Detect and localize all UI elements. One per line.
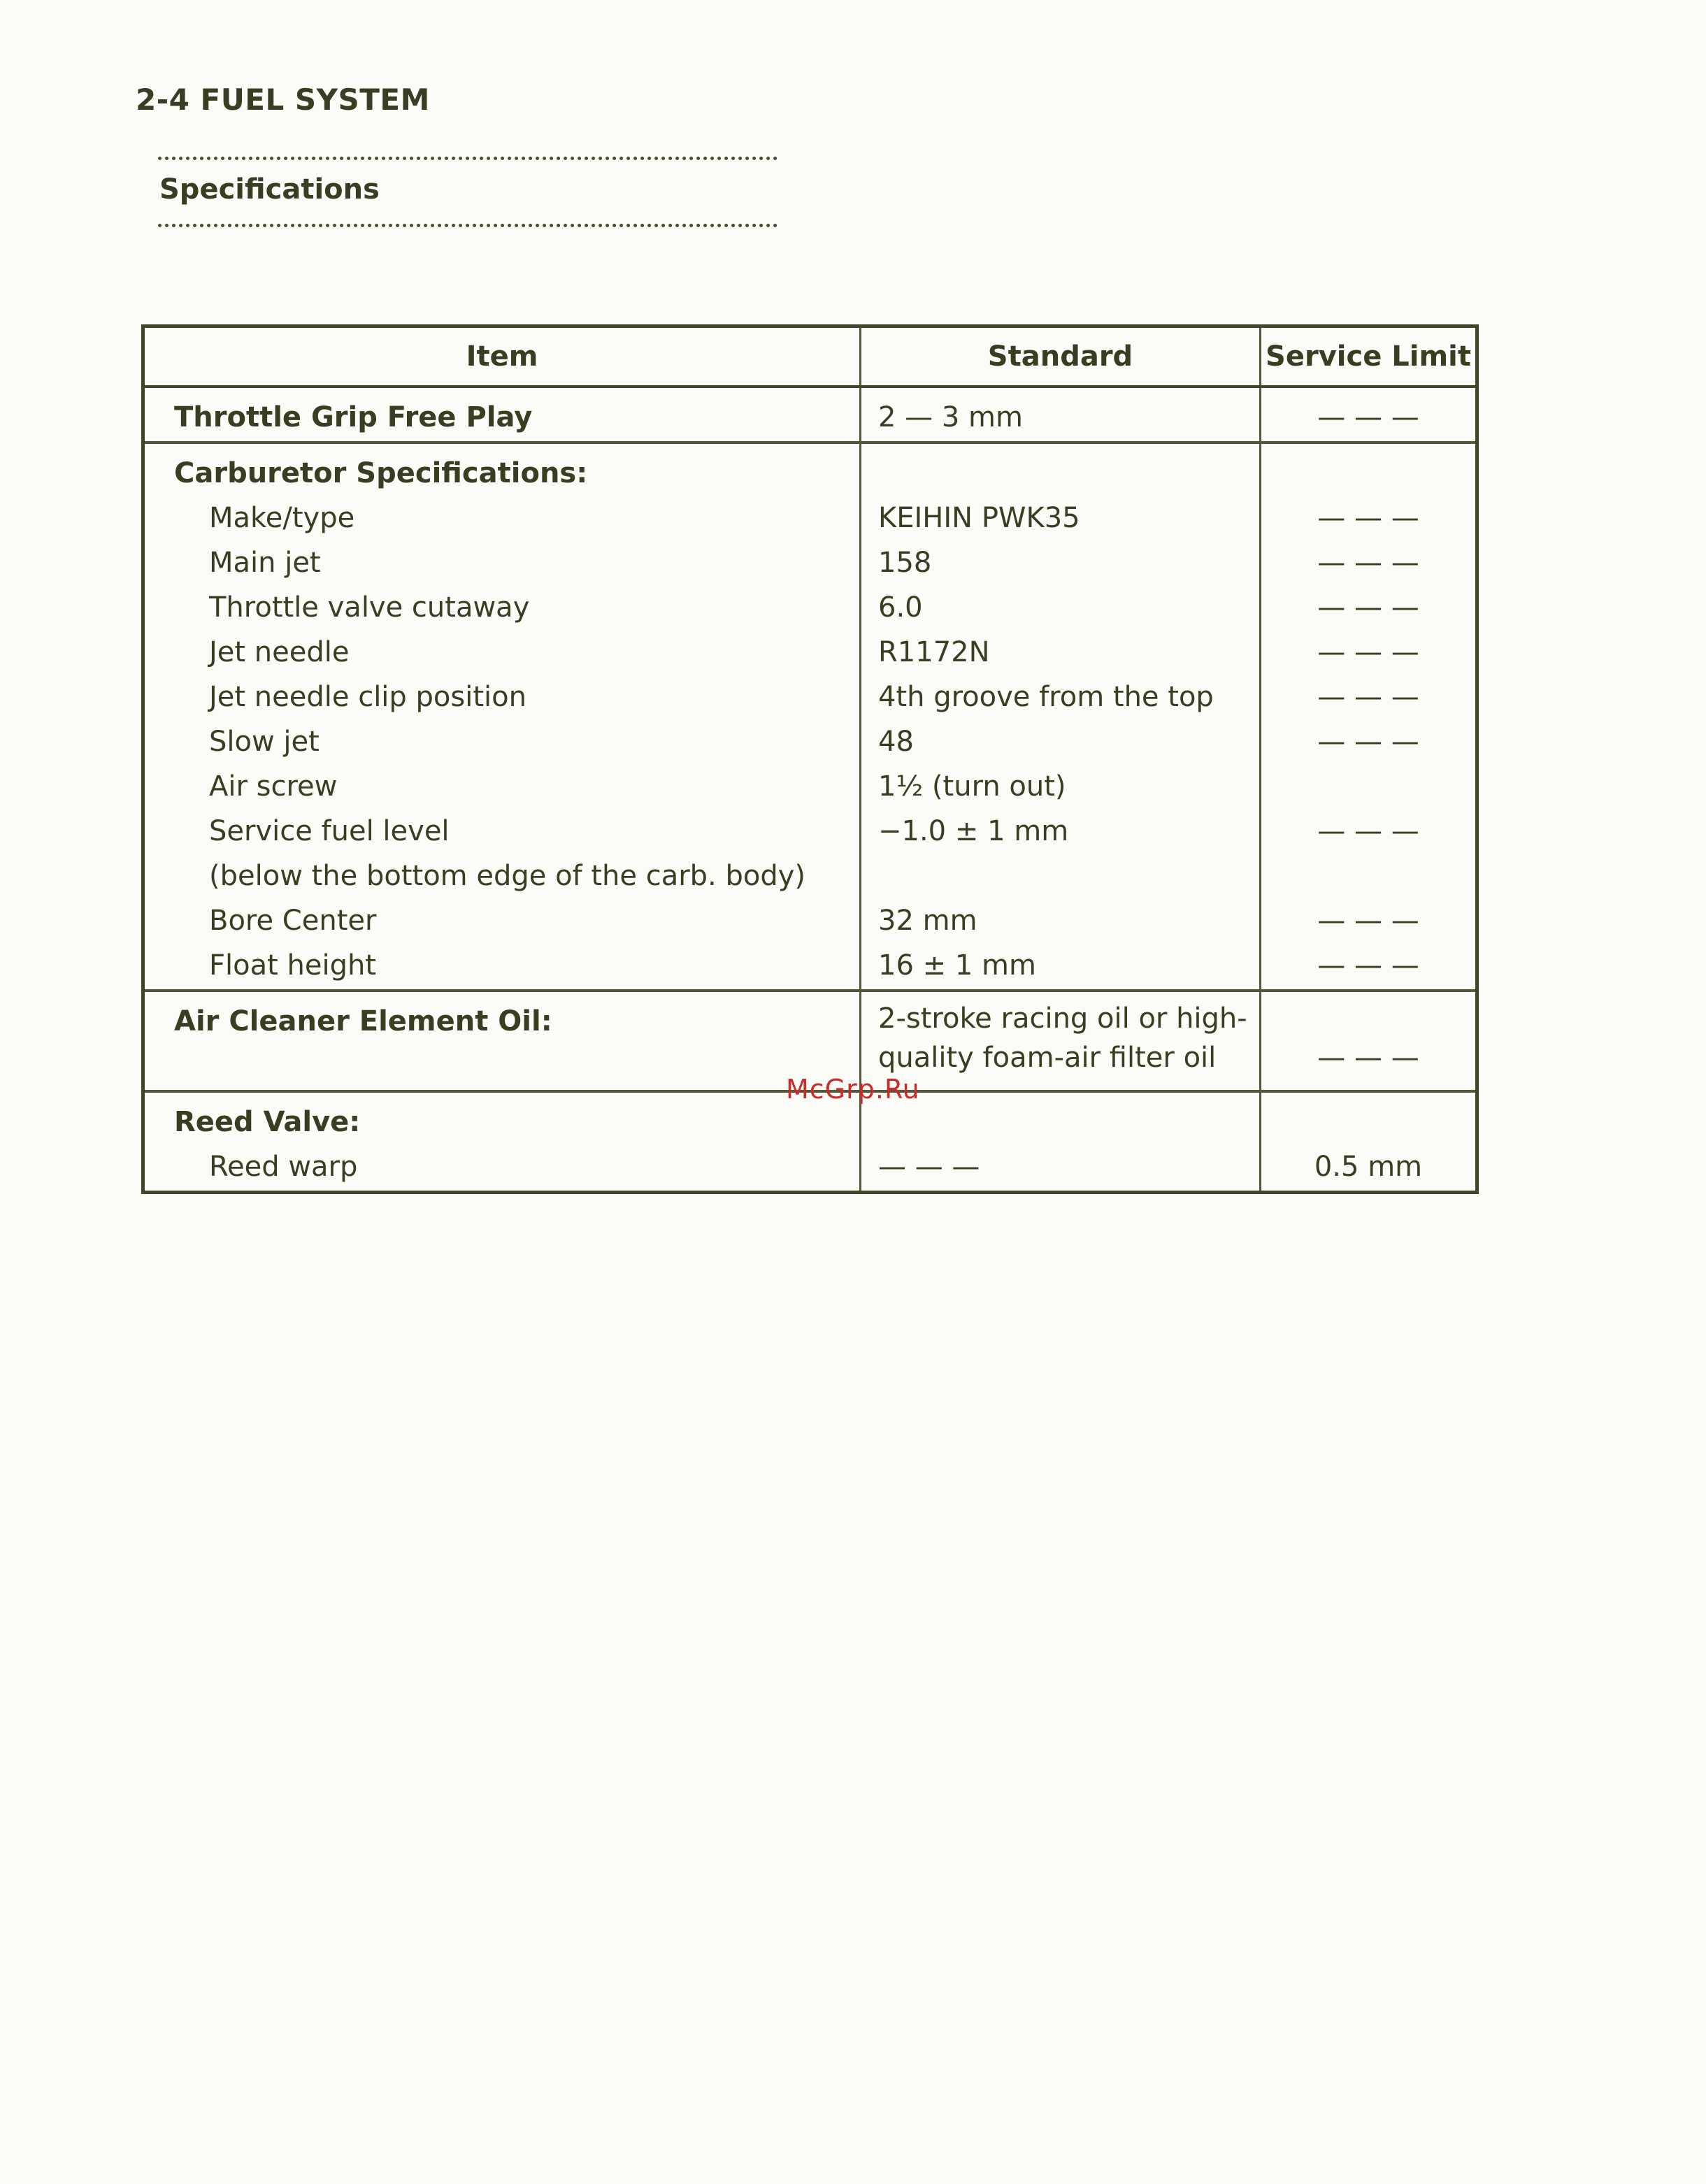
- carburetor-limit-cell: [1261, 443, 1477, 991]
- carb-standard-slow-jet: 48: [878, 726, 914, 758]
- carb-item-fuel-level-note: (below the bottom edge of the carb. body): [209, 860, 806, 892]
- table-row-throttle: [143, 387, 1477, 443]
- carb-limit-fuel-level-note: [1261, 854, 1475, 898]
- reed-limit-spacer: [1261, 1100, 1475, 1144]
- carb-item-throttle-valve-cutaway: Throttle valve cutaway: [209, 591, 530, 624]
- reed-standard-spacer: [878, 1100, 1259, 1144]
- column-header-service-limit: Service Limit: [1261, 326, 1477, 387]
- carb-standard-service-fuel-level: −1.0 ± 1 mm: [878, 815, 1069, 847]
- table-row-carburetor: [143, 443, 1477, 991]
- carb-item-bore-center: Bore Center: [209, 905, 377, 937]
- carb-item-service-fuel-level: Service fuel level: [209, 815, 450, 847]
- air-cleaner-limit-spacer: [1261, 999, 1475, 1038]
- reed-standard: — — —: [878, 1151, 980, 1183]
- carb-limit-slow-jet: — — —: [1317, 726, 1419, 758]
- carb-standard-air-screw: 1½ (turn out): [878, 770, 1066, 803]
- section-header: 2-4 FUEL SYSTEM: [136, 82, 430, 117]
- throttle-limit: — — —: [1317, 401, 1419, 433]
- throttle-standard-cell: [861, 387, 1261, 443]
- air-cleaner-limit-cell: [1261, 991, 1477, 1091]
- reed-heading: Reed Valve:: [174, 1106, 361, 1138]
- carb-standard-bore-center: 32 mm: [878, 905, 977, 937]
- throttle-standard: 2 — 3 mm: [878, 401, 1023, 433]
- carb-limit-make-type: — — —: [1317, 502, 1419, 534]
- dotted-rule-bottom: [158, 224, 777, 227]
- carb-limit-main-jet: — — —: [1317, 547, 1419, 579]
- carb-standard-jet-needle: R1172N: [878, 636, 990, 668]
- carb-item-jet-needle-clip: Jet needle clip position: [209, 681, 526, 713]
- carb-limit-jet-needle-clip: — — —: [1317, 681, 1419, 713]
- carb-limit-float-height: — — —: [1317, 949, 1419, 982]
- carb-standard-main-jet: 158: [878, 547, 932, 579]
- column-header-item: Item: [143, 326, 861, 387]
- air-cleaner-item: Air Cleaner Element Oil:: [174, 1005, 552, 1037]
- page-title: Specifications: [159, 173, 380, 206]
- carb-limit-throttle-valve-cutaway: — — —: [1317, 591, 1419, 624]
- air-cleaner-standard-cell: [861, 991, 1261, 1091]
- reed-standard-cell: [861, 1091, 1261, 1193]
- carburetor-heading: Carburetor Specifications:: [174, 457, 588, 489]
- carb-standard-float-height: 16 ± 1 mm: [878, 949, 1036, 982]
- carb-standard-spacer: [878, 451, 1259, 496]
- reed-limit-cell: [1261, 1091, 1477, 1193]
- carb-item-air-screw: Air screw: [209, 770, 338, 803]
- carb-limit-air-screw: [1261, 764, 1475, 809]
- table-row-reed-valve: [143, 1091, 1477, 1193]
- air-cleaner-standard-line2: quality foam-air filter oil: [878, 1042, 1217, 1074]
- throttle-item: Throttle Grip Free Play: [174, 401, 533, 433]
- column-header-standard: Standard: [861, 326, 1261, 387]
- carb-standard-make-type: KEIHIN PWK35: [878, 502, 1080, 534]
- reed-item-cell: [143, 1091, 861, 1193]
- dotted-rule-top: [158, 157, 777, 160]
- carb-limit-service-fuel-level: — — —: [1317, 815, 1419, 847]
- air-cleaner-standard-line1: 2-stroke racing oil or high-: [878, 1003, 1247, 1035]
- air-cleaner-item-spacer: [174, 1044, 859, 1089]
- reed-limit: 0.5 mm: [1314, 1151, 1423, 1183]
- carb-item-jet-needle: Jet needle: [209, 636, 350, 668]
- carburetor-standard-cell: [861, 443, 1261, 991]
- carb-item-main-jet: Main jet: [209, 547, 321, 579]
- carb-limit-spacer: [1261, 451, 1475, 496]
- throttle-limit-cell: [1261, 387, 1477, 443]
- carb-item-float-height: Float height: [209, 949, 377, 982]
- throttle-item-cell: [143, 387, 861, 443]
- carburetor-item-cell: [143, 443, 861, 991]
- reed-item-warp: Reed warp: [209, 1151, 358, 1183]
- watermark: McGrp.Ru: [786, 1074, 920, 1105]
- carb-limit-bore-center: — — —: [1317, 905, 1419, 937]
- air-cleaner-item-cell: [143, 991, 861, 1091]
- carb-limit-jet-needle: — — —: [1317, 636, 1419, 668]
- carb-standard-throttle-valve-cutaway: 6.0: [878, 591, 923, 624]
- table-header-row: [143, 326, 1477, 387]
- specifications-table: [141, 324, 1479, 1194]
- carb-standard-jet-needle-clip: 4th groove from the top: [878, 681, 1214, 713]
- carb-item-make-type: Make/type: [209, 502, 355, 534]
- carb-standard-fuel-level-note: [878, 854, 1259, 898]
- carb-item-slow-jet: Slow jet: [209, 726, 320, 758]
- air-cleaner-limit: — — —: [1317, 1042, 1419, 1074]
